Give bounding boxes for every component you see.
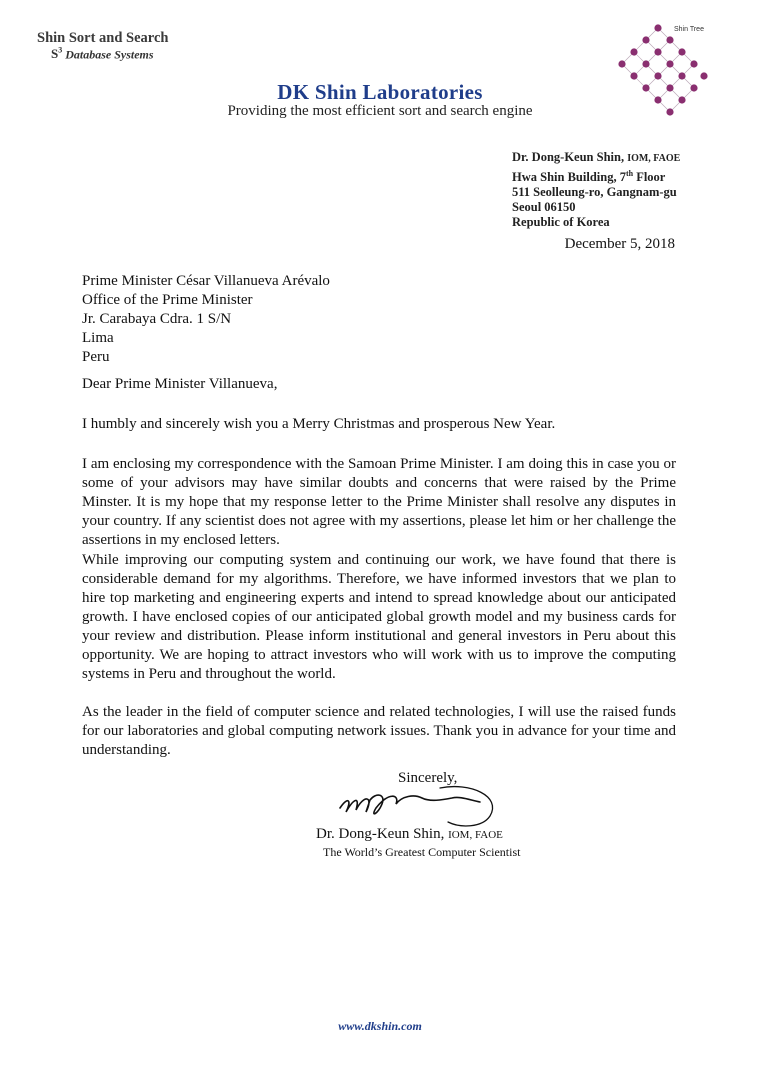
brand-database-systems: Database Systems	[65, 47, 154, 62]
logo-node	[666, 36, 673, 43]
tagline: Providing the most efficient sort and search engine	[227, 103, 533, 119]
logo-node	[654, 48, 661, 55]
logo-node	[630, 72, 637, 79]
body-paragraph-4: As the leader in the field of computer science and related technologies, I will use the raised funds for our laboratories and global computing network issues. Thank you in advance for your time and understanding.	[82, 704, 676, 758]
logo-node	[678, 48, 685, 55]
footer-website: www.dkshin.com	[338, 1019, 422, 1033]
sender-address	[512, 150, 680, 230]
logo-node	[666, 60, 673, 67]
recipient-line: Jr. Carabaya Cdra. 1 S/N	[82, 311, 232, 327]
brand-title: Shin Sort and Search	[37, 30, 169, 46]
brand-s3: $S^3$	[51, 46, 63, 62]
logo-node	[654, 24, 661, 31]
body-paragraph-3: While improving our computing system and continuing our work, we have found that there is considerable demand for my algorithms. Therefore, we have informed investors that we plan to hire top marketing and engineering experts and intend to spread knowledge about our anticipated growth. I have enclosed copies of our anticipated global growth model and my business cards for your review and distribution. Please inform institutional and general investors in Peru about this opportunity. We are hoping to attract investors who will work with us to improve the computing systems in Peru and throughout the world.	[82, 552, 676, 682]
logo-label: Shin Tree	[674, 26, 704, 33]
recipient-line: Peru	[82, 349, 110, 365]
logo-node	[700, 72, 707, 79]
logo-node	[690, 60, 697, 67]
logo-node	[690, 84, 697, 91]
logo-node	[654, 72, 661, 79]
sender-country: Republic of Korea	[512, 215, 610, 230]
logo-node	[678, 72, 685, 79]
logo-node	[678, 96, 685, 103]
shin-tree-logo	[600, 18, 720, 128]
closing-sincerely: Sincerely,	[398, 770, 458, 786]
salutation: Dear Prime Minister Villanueva,	[82, 376, 278, 392]
handwritten-signature	[330, 778, 505, 833]
logo-node	[642, 84, 649, 91]
signature-title: The World’s Greatest Computer Scientist	[323, 845, 521, 859]
logo-node	[618, 60, 625, 67]
brand-subtitle	[51, 46, 154, 62]
recipient-line: Prime Minister César Villanueva Arévalo	[82, 273, 330, 289]
logo-node	[666, 108, 673, 115]
sender-city: Seoul 06150	[512, 200, 576, 215]
logo-node	[642, 36, 649, 43]
body-paragraph-2: I am enclosing my correspondence with the Samoan Prime Minister. I am doing this in case you or some of your advisors may have similar doubts and concerns that were raised by the Prime Minster. It is my hope that my response letter to the Prime Minister shall resolve any disputes in your country. If any scientist does not agree with my assertions, please let him or her challenge the assertions in my enclosed letters.	[82, 456, 676, 548]
sender-name-line: Dr. Dong-Keun Shin, IOM, FAOE	[512, 150, 681, 164]
letter-date: December 5, 2018	[564, 236, 675, 252]
logo-node	[666, 84, 673, 91]
logo-node	[654, 96, 661, 103]
logo-node	[642, 60, 649, 67]
signature-name: Dr. Dong-Keun Shin, IOM, FAOE	[316, 826, 503, 842]
lab-name: DK Shin Laboratories	[277, 80, 483, 104]
recipient-address	[82, 272, 330, 367]
logo-node	[630, 48, 637, 55]
recipient-line: Office of the Prime Minister	[82, 292, 253, 308]
sender-street: 511 Seolleung-ro, Gangnam-gu	[512, 185, 677, 200]
body-paragraph-1: I humbly and sincerely wish you a Merry Christmas and prosperous New Year.	[82, 416, 556, 432]
sender-building: Hwa Shin Building, 7th Floor	[512, 169, 666, 185]
recipient-line: Lima	[82, 330, 114, 346]
